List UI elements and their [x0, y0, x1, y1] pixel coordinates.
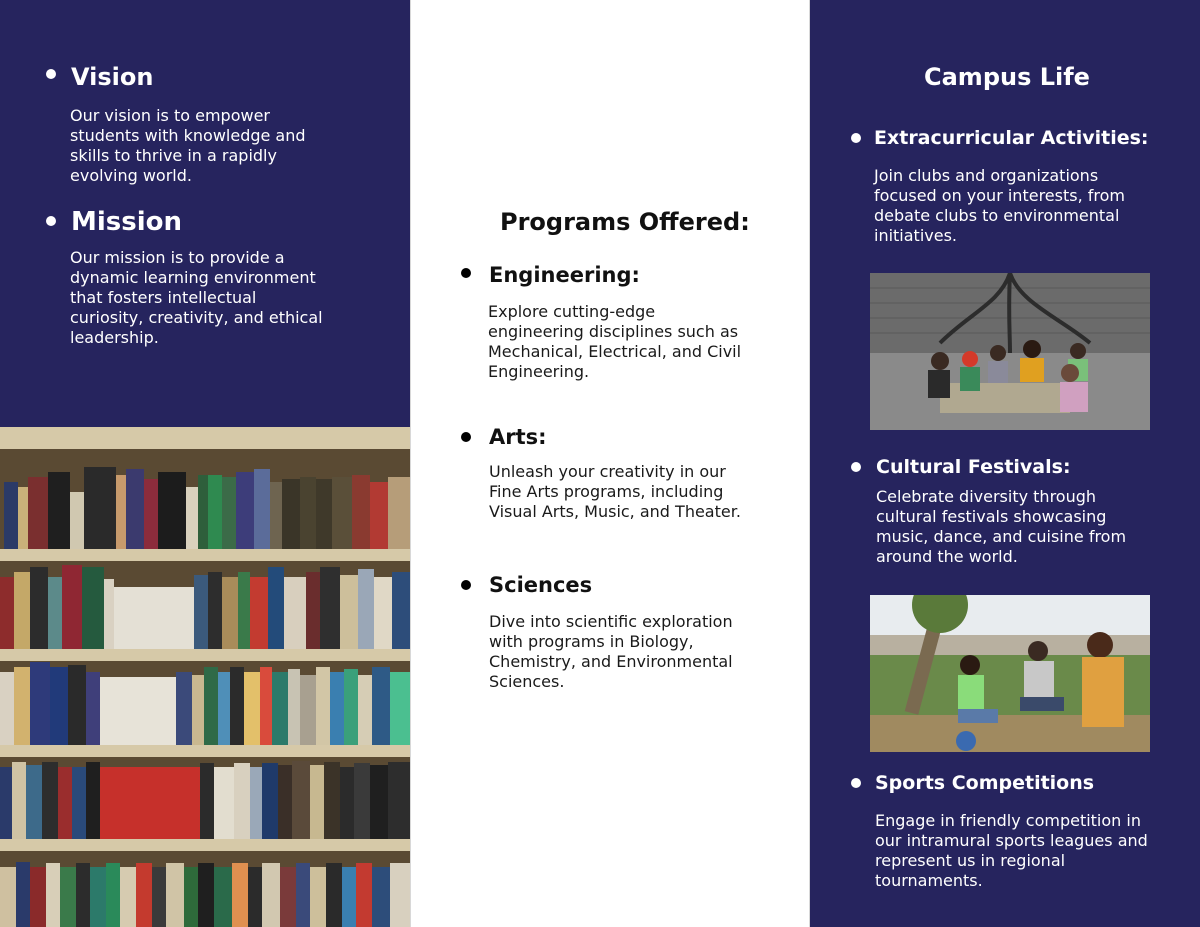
middle-panel [410, 0, 810, 927]
extracurricular-line: Join clubs and organizations [874, 166, 1099, 185]
sports-line: tournaments. [875, 871, 983, 890]
extracurricular-line: debate clubs to environmental [874, 206, 1120, 225]
mission-line: Our mission is to provide a [70, 248, 285, 267]
cultural-line: Celebrate diversity through [876, 487, 1097, 506]
sports-line: Engage in friendly competition in [875, 811, 1141, 830]
bullet-icon [46, 216, 56, 226]
vision-text [70, 106, 390, 186]
vision-line: students with knowledge and [70, 126, 306, 145]
bullet-icon [851, 462, 861, 472]
engineering-line: Engineering. [488, 362, 590, 381]
bullet-icon [461, 580, 471, 590]
cultural-festivals-title: Cultural Festivals: [876, 456, 1071, 478]
extracurricular-text [874, 166, 1184, 246]
arts-title: Arts: [489, 425, 547, 449]
sciences-line: Chemistry, and Environmental [489, 652, 733, 671]
extracurricular-line: focused on your interests, from [874, 186, 1125, 205]
bookshelf-photo [0, 427, 410, 927]
mission-line: that fosters intellectual [70, 288, 257, 307]
bullet-icon [461, 432, 471, 442]
engineering-line: Explore cutting-edge [488, 302, 656, 321]
sciences-title: Sciences [489, 573, 593, 597]
students-activity-photo [870, 273, 1150, 430]
mission-text [70, 248, 400, 348]
cultural-line: music, dance, and cuisine from [876, 527, 1127, 546]
campus-life-heading: Campus Life [924, 63, 1090, 91]
arts-line: Fine Arts programs, including [489, 482, 724, 501]
arts-line: Visual Arts, Music, and Theater. [489, 502, 741, 521]
bullet-icon [46, 69, 56, 79]
cultural-line: around the world. [876, 547, 1018, 566]
students-activity-image [870, 273, 1150, 430]
bullet-icon [851, 133, 861, 143]
extracurricular-line: initiatives. [874, 226, 958, 245]
extracurricular-title: Extracurricular Activities: [874, 127, 1149, 149]
sports-competitions-text [875, 811, 1195, 891]
engineering-title: Engineering: [489, 263, 640, 287]
cultural-festivals-text [876, 487, 1186, 567]
sciences-line: with programs in Biology, [489, 632, 694, 651]
arts-line: Unleash your creativity in our [489, 462, 726, 481]
sports-line: our intramural sports leagues and [875, 831, 1148, 850]
engineering-line: Mechanical, Electrical, and Civil [488, 342, 742, 361]
left-panel [0, 0, 410, 927]
vision-line: skills to thrive in a rapidly [70, 146, 277, 165]
mission-line: curiosity, creativity, and ethical [70, 308, 323, 327]
vision-title: Vision [71, 63, 154, 91]
cultural-line: cultural festivals showcasing [876, 507, 1107, 526]
programs-heading: Programs Offered: [500, 208, 750, 236]
engineering-line: engineering disciplines such as [488, 322, 739, 341]
picnic-photo [870, 595, 1150, 752]
arts-text [489, 462, 799, 522]
mission-title: Mission [71, 207, 183, 237]
bullet-icon [461, 268, 471, 278]
mission-line: dynamic learning environment [70, 268, 316, 287]
right-panel [810, 0, 1200, 927]
sciences-line: Dive into scientific exploration [489, 612, 733, 631]
sports-line: represent us in regional [875, 851, 1066, 870]
mission-line: leadership. [70, 328, 159, 347]
sciences-text [489, 612, 799, 692]
bookshelf-image [0, 427, 410, 927]
picnic-image [870, 595, 1150, 752]
sports-competitions-title: Sports Competitions [875, 772, 1095, 794]
engineering-text [488, 302, 798, 382]
bullet-icon [851, 778, 861, 788]
vision-line: Our vision is to empower [70, 106, 271, 125]
sciences-line: Sciences. [489, 672, 565, 691]
vision-line: evolving world. [70, 166, 192, 185]
